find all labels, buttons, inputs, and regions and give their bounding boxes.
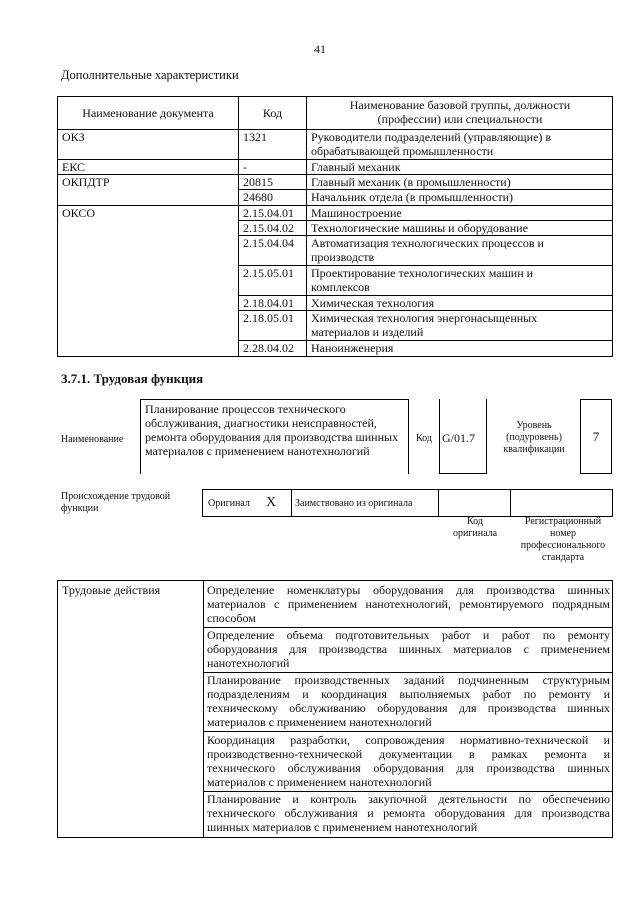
additional-table (57, 96, 613, 357)
borrowed-label: Заимствовано из оригинала (295, 498, 413, 509)
level-value: 7 (592, 429, 600, 444)
reg-number-caption: Регистрационный номер профессионального стандарта (520, 516, 606, 563)
row-code: 2.15.05.01 (243, 266, 294, 280)
action-item: Определение номенклатуры оборудования для производства шинных материалов с применением нанотехнологий, ремонтируемого подрядным способом (207, 583, 610, 625)
row-name: Автоматизация технологических процессов и производств (311, 236, 544, 264)
row-doc: ОКЗ (62, 130, 85, 144)
origin-label: Происхождение трудовой функции (61, 491, 171, 514)
row-code: 1321 (243, 130, 267, 144)
header-doc: Наименование документа (82, 106, 214, 120)
row-code: 2.28.04.02 (243, 341, 294, 355)
row-name: Наноинженерия (311, 341, 394, 355)
row-doc: ОКСО (62, 206, 96, 220)
row-code: 2.15.04.04 (243, 236, 294, 250)
name-label: Наименование (61, 434, 124, 445)
row-name: Машиностроение (311, 206, 402, 220)
row-code: - (243, 160, 247, 174)
actions-label: Трудовые действия (62, 583, 161, 597)
page-number: 41 (314, 42, 326, 56)
row-name: Проектирование технологических машин и комплексов (311, 266, 534, 294)
row-name: Химическая технология (311, 296, 435, 310)
action-item: Определение объема подготовительных работ и работ по ремонту оборудования для производства шинных материалов с применением нанотехнологий (207, 628, 610, 670)
code-value: G/01.7 (442, 431, 475, 445)
row-name: Технологические машины и оборудование (311, 221, 528, 235)
additional-heading: Дополнительные характеристики (61, 68, 239, 82)
row-code: 2.15.04.02 (243, 221, 294, 235)
row-code: 2.18.05.01 (243, 311, 294, 325)
code-label: Код (416, 433, 432, 444)
function-name-text: Планирование процессов технического обслуживания, диагностики неисправностей, ремонта оборудования для производства шинных материалов с применением нанотехнологий (145, 402, 399, 458)
header-code: Код (262, 106, 283, 120)
original-mark: X (266, 495, 277, 510)
row-name: Главный механик (311, 160, 401, 174)
row-doc: ОКПДТР (62, 175, 110, 189)
row-name: Руководители подразделений (управляющие) в обрабатывающей промышленности (311, 130, 552, 158)
action-item: Планирование производственных заданий подчиненным структурным подразделениям и координация выполняемых работ по ремонту и техническому обслуживанию оборудования для производства шинных материалов с применением нанотехнологий (207, 673, 610, 729)
row-code: 24680 (243, 190, 273, 204)
level-label: Уровень (подуровень) квалификации (503, 420, 565, 455)
action-item: Планирование и контроль закупочной деятельности по обеспечению технического обслуживания и ремонта оборудования для производства шинных материалов с применением нанотехнологий (207, 792, 610, 834)
row-doc: ЕКС (62, 160, 86, 174)
original-label: Оригинал (208, 498, 250, 509)
action-item: Координация разработки, сопровождения нормативно-технической и производственно-технической документации в рамках ремонта и технического обслуживания оборудования для производства шинных материалов с применением нанотехнологий (207, 733, 610, 789)
header-name: Наименование базовой группы, должности (профессии) или специальности (349, 98, 571, 126)
row-name: Главный механик (в промышленности) (311, 175, 511, 189)
row-code: 2.18.04.01 (243, 296, 294, 310)
row-code: 20815 (243, 175, 273, 189)
row-name: Химическая технология энергонасыщенных материалов и изделий (311, 311, 538, 339)
function-heading: 3.7.1. Трудовая функция (61, 371, 204, 386)
origin-code-caption: Код оригинала (452, 516, 498, 539)
row-code: 2.15.04.01 (243, 206, 294, 220)
row-name: Начальник отдела (в промышленности) (311, 190, 513, 204)
